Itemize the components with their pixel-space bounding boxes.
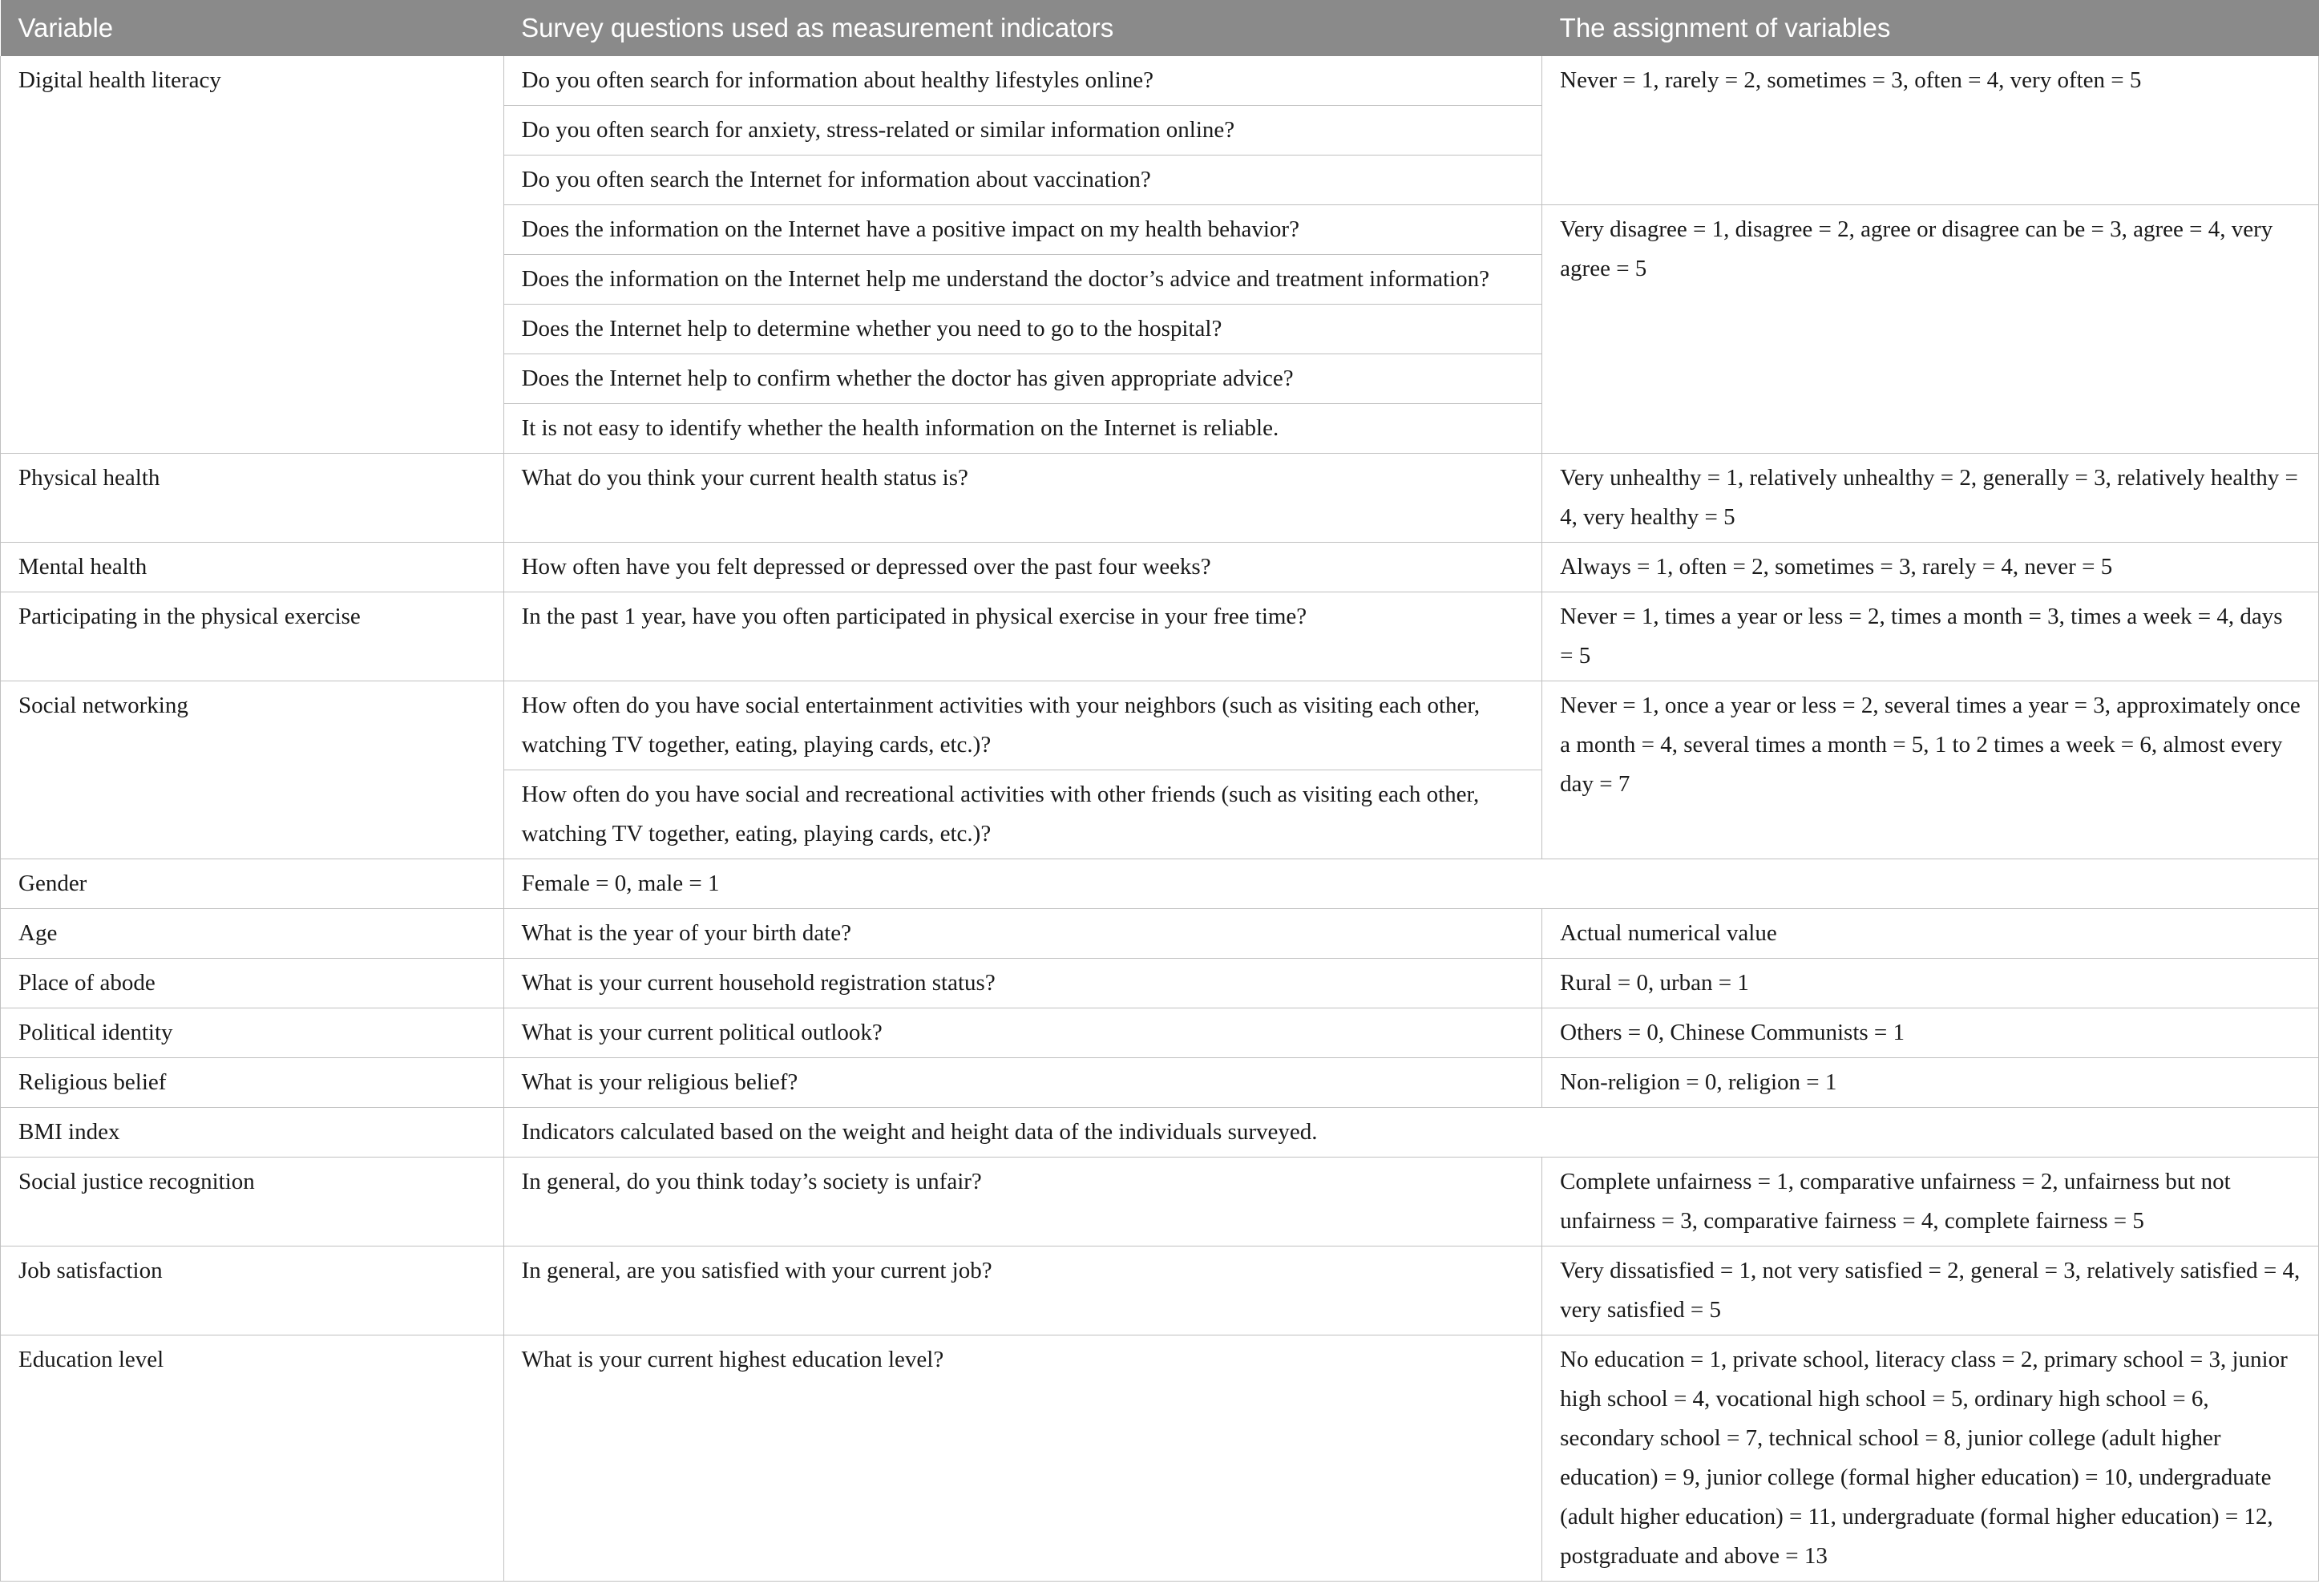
question-cell: It is not easy to identify whether the health information on the Internet is reliable. <box>503 404 1542 454</box>
question-cell: Do you often search the Internet for information about vaccination? <box>503 156 1542 205</box>
table-row <box>1 1246 2319 1335</box>
table-row <box>1 1335 2319 1582</box>
variable-cell: Job satisfaction <box>1 1246 504 1335</box>
table-row <box>1 1158 2319 1246</box>
table-row <box>1 56 2319 106</box>
assignment-cell: Very disagree = 1, disagree = 2, agree or disagree can be = 3, agree = 4, very agree = 5 <box>1542 205 2319 454</box>
column-header-variable: Variable <box>1 0 504 56</box>
variable-cell: Mental health <box>1 543 504 592</box>
question-cell: What is your current highest education level? <box>503 1335 1542 1582</box>
table-header-row <box>1 0 2319 56</box>
table-row <box>1 1058 2319 1108</box>
table-row <box>1 859 2319 909</box>
variable-cell: Physical health <box>1 454 504 543</box>
assignment-cell: Rural = 0, urban = 1 <box>1542 959 2319 1008</box>
table-row <box>1 681 2319 770</box>
assignment-cell: Non-religion = 0, religion = 1 <box>1542 1058 2319 1108</box>
question-cell: How often have you felt depressed or depressed over the past four weeks? <box>503 543 1542 592</box>
assignment-cell: Never = 1, rarely = 2, sometimes = 3, often = 4, very often = 5 <box>1542 56 2319 205</box>
table-row <box>1 1008 2319 1058</box>
assignment-cell: Never = 1, times a year or less = 2, times a month = 3, times a week = 4, days = 5 <box>1542 592 2319 681</box>
table-body <box>1 56 2319 1582</box>
assignment-cell: Very dissatisfied = 1, not very satisfied = 2, general = 3, relatively satisfied = 4, very satisfied = 5 <box>1542 1246 2319 1335</box>
question-cell: What is your current political outlook? <box>503 1008 1542 1058</box>
value-cell: Female = 0, male = 1 <box>503 859 2318 909</box>
table-row <box>1 543 2319 592</box>
table-row <box>1 909 2319 959</box>
question-cell: Does the Internet help to confirm whether the doctor has given appropriate advice? <box>503 354 1542 404</box>
variable-cell: Gender <box>1 859 504 909</box>
assignment-cell: Others = 0, Chinese Communists = 1 <box>1542 1008 2319 1058</box>
variable-cell: Digital health literacy <box>1 56 504 454</box>
variable-cell: Political identity <box>1 1008 504 1058</box>
value-cell: Indicators calculated based on the weight and height data of the individuals surveyed. <box>503 1108 2318 1158</box>
question-cell: How often do you have social and recreational activities with other friends (such as visiting each other, watching TV together, eating, playing cards, etc.)? <box>503 770 1542 859</box>
variable-cell: BMI index <box>1 1108 504 1158</box>
assignment-cell: Complete unfairness = 1, comparative unfairness = 2, unfairness but not unfairness = 3, comparative fairness = 4, complete fairness = 5 <box>1542 1158 2319 1246</box>
question-cell: Does the Internet help to determine whether you need to go to the hospital? <box>503 305 1542 354</box>
variable-cell: Social networking <box>1 681 504 859</box>
table-header <box>1 0 2319 56</box>
question-cell: What is your religious belief? <box>503 1058 1542 1108</box>
assignment-cell: Actual numerical value <box>1542 909 2319 959</box>
assignment-cell: Very unhealthy = 1, relatively unhealthy = 2, generally = 3, relatively healthy = 4, very healthy = 5 <box>1542 454 2319 543</box>
table-row <box>1 592 2319 681</box>
question-cell: How often do you have social entertainment activities with your neighbors (such as visiting each other, watching TV together, eating, playing cards, etc.)? <box>503 681 1542 770</box>
assignment-cell: Never = 1, once a year or less = 2, several times a year = 3, approximately once a month = 4, several times a month = 5, 1 to 2 times a week = 6, almost every day = 7 <box>1542 681 2319 859</box>
table-row <box>1 454 2319 543</box>
variable-cell: Religious belief <box>1 1058 504 1108</box>
question-cell: What is your current household registration status? <box>503 959 1542 1008</box>
question-cell: In general, are you satisfied with your current job? <box>503 1246 1542 1335</box>
question-cell: Does the information on the Internet have a positive impact on my health behavior? <box>503 205 1542 255</box>
variable-cell: Participating in the physical exercise <box>1 592 504 681</box>
variable-cell: Social justice recognition <box>1 1158 504 1246</box>
question-cell: Do you often search for anxiety, stress-related or similar information online? <box>503 106 1542 156</box>
question-cell: Does the information on the Internet help me understand the doctor’s advice and treatment information? <box>503 255 1542 305</box>
variable-cell: Age <box>1 909 504 959</box>
question-cell: In the past 1 year, have you often participated in physical exercise in your free time? <box>503 592 1542 681</box>
table-row <box>1 959 2319 1008</box>
question-cell: What is the year of your birth date? <box>503 909 1542 959</box>
assignment-cell: Always = 1, often = 2, sometimes = 3, rarely = 4, never = 5 <box>1542 543 2319 592</box>
variable-cell: Education level <box>1 1335 504 1582</box>
column-header-questions: Survey questions used as measurement indicators <box>503 0 1542 56</box>
question-cell: Do you often search for information about healthy lifestyles online? <box>503 56 1542 106</box>
question-cell: What do you think your current health status is? <box>503 454 1542 543</box>
question-cell: In general, do you think today’s society is unfair? <box>503 1158 1542 1246</box>
column-header-assignment: The assignment of variables <box>1542 0 2319 56</box>
assignment-cell: No education = 1, private school, literacy class = 2, primary school = 3, junior high school = 4, vocational high school = 5, ordinary high school = 6, secondary school = 7, technical school = 8, junior college (adult higher education) = 9, junior college (formal higher education) = 10, undergraduate (adult higher education) = 11, undergraduate (formal higher education) = 12, postgraduate and above = 13 <box>1542 1335 2319 1582</box>
variable-cell: Place of abode <box>1 959 504 1008</box>
table-row <box>1 1108 2319 1158</box>
